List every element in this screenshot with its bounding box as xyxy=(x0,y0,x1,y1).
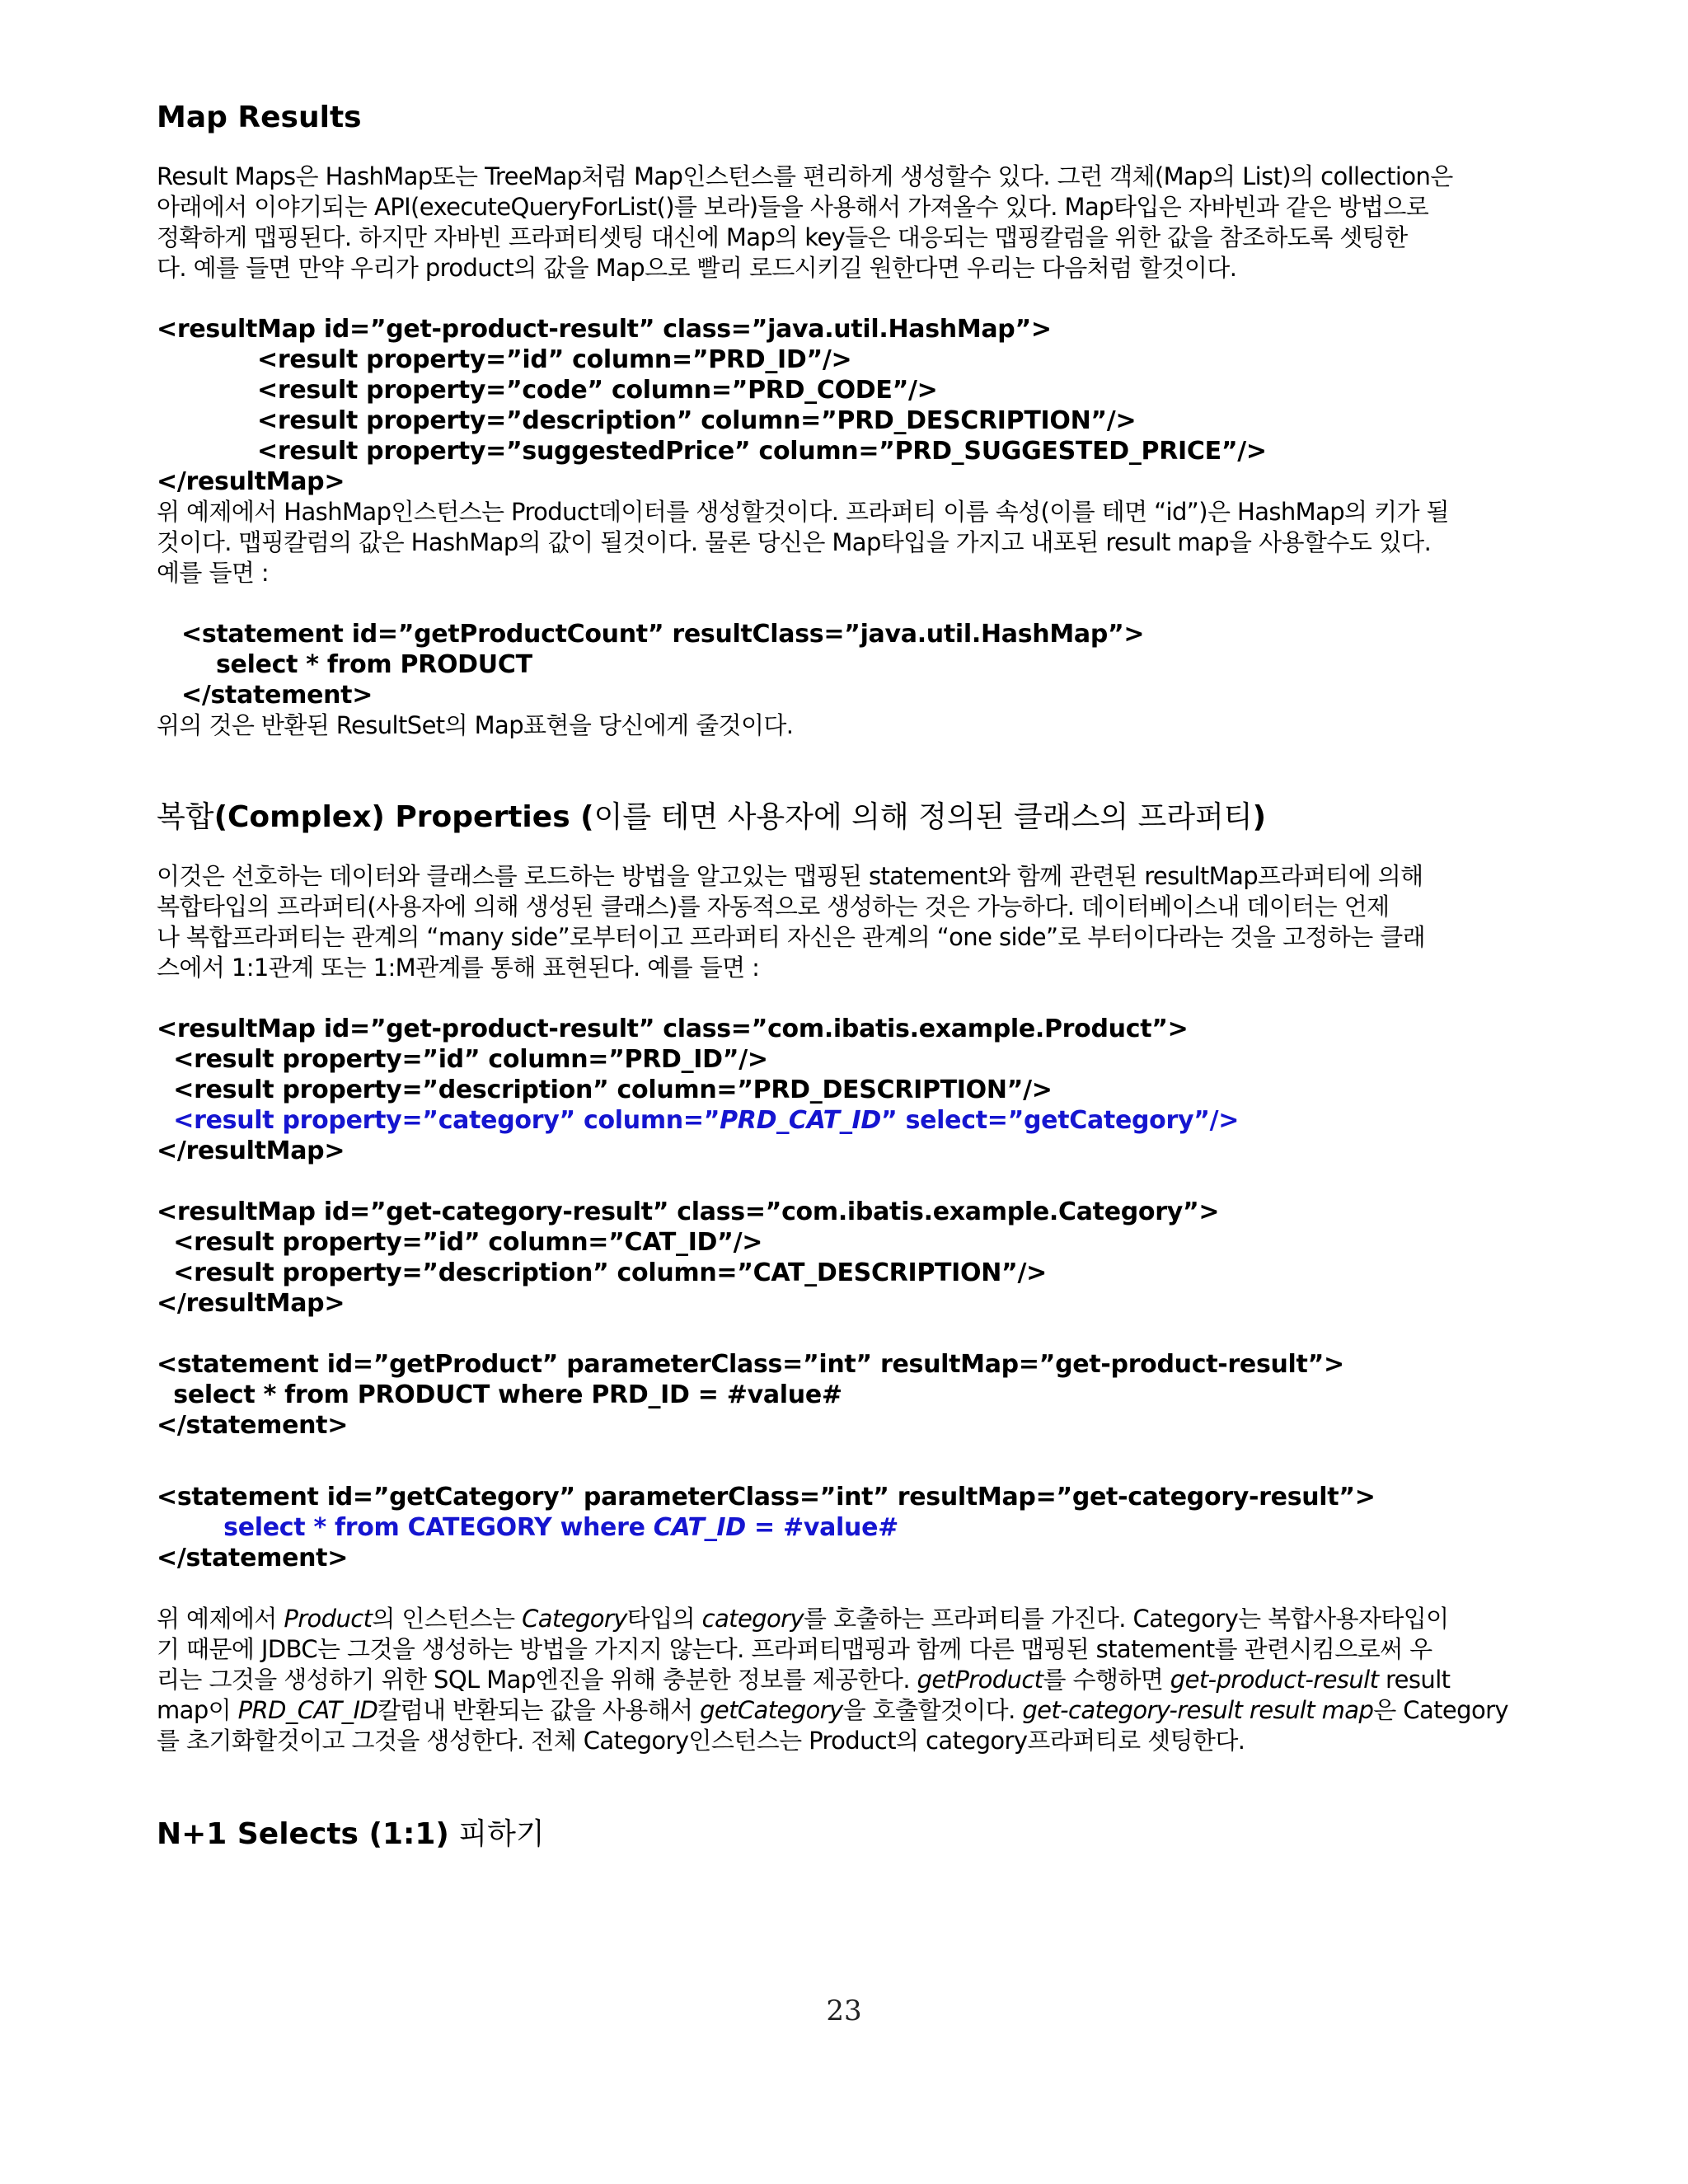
complex-properties-intro: 이것은 선호하는 데이터와 클래스를 로드하는 방법을 알고있는 맵핑된 statement와 함께 관련된 resultMap프라퍼티에 의해 복합타입의 프라퍼티(사용자에 의해 생성된 클래스)를 자동적으로 생성하는 것은 가능하다. 데이터베이스내 데이터는 언제 나 복합프라퍼티는 관계의 “many side”로부터이고 프라퍼티 자신은 관계의 “one side”로 부터이다라는 것을 고정하는 클래 스에서 1:1관계 또는 1:M관계를 통해 표현된다. 예를 들면 : xyxy=(157,862,1426,982)
map-results-outro: 위의 것은 반환된 ResultSet의 Map표현을 당신에게 줄것이다. xyxy=(157,711,794,739)
section-heading-map-results: Map Results xyxy=(157,101,362,134)
page-number: 23 xyxy=(826,1994,862,2027)
code-block-category-resultmap: <resultMap id=”get-category-result” class=”com.ibatis.example.Category”> <result property=”id” column=”CAT_ID”/> <result property=”description” column=”CAT_DESCRIPTION”/> </resultMap> xyxy=(157,1197,1220,1318)
section-heading-n-plus-1-selects: N+1 Selects (1:1) 피하기 xyxy=(157,1817,545,1851)
section-heading-complex-properties: 복합(Complex) Properties (이를 테면 사용자에 의해 정의된 클래스의 프라퍼티) xyxy=(157,800,1267,834)
code-block-product-resultmap: <resultMap id=”get-product-result” class=”com.ibatis.example.Product”> <result property=”id” column=”PRD_ID”/> <result property=”description” column=”PRD_DESCRIPTION”/> <result property=”category” column=”PRD_CAT_ID” select=”getCategory”/> </resultMap> xyxy=(157,1014,1525,1166)
map-results-intro: Result Maps은 HashMap또는 TreeMap처럼 Map인스턴스를 편리하게 생성할수 있다. 그런 객체(Map의 List)의 collection은 아래에서 이야기되는 API(executeQueryForList()를 보라)들을 사용해서 가져올수 있다. Map타입은 자바빈과 같은 방법으로 정확하게 맵핑된다. 하지만 자바빈 프라퍼티셋팅 대신에 Map의 key들은 대응되는 맵핑칼럼을 위한 값을 참조하도록 셋팅한 다. 예를 들면 만약 우리가 product의 값을 Map으로 빨리 로드시키길 원한다면 우리는 다음처럼 할것이다. xyxy=(157,162,1453,282)
highlighted-category-select-line: select * from CATEGORY where CAT_ID = #value# xyxy=(157,1513,898,1542)
code-block-get-product-statement: <statement id=”getProduct” parameterClass=”int” resultMap=”get-product-result”> select * from PRODUCT where PRD_ID = #value# </statement> xyxy=(157,1350,1344,1440)
page-content xyxy=(157,97,1525,1855)
code-block-statement-count: <statement id=”getProductCount” resultClass=”java.util.HashMap”> select * from PRODUCT </statement> xyxy=(181,620,1145,710)
code-block-get-category-statement: <statement id=”getCategory” parameterClass=”int” resultMap=”get-category-result”> select * from CATEGORY where CAT_ID = #value# </statement> xyxy=(157,1482,1525,1573)
complex-properties-outro: 위 예제에서 Product의 인스턴스는 Category타입의 category를 호출하는 프라퍼티를 가진다. Category는 복합사용자타입이 기 때문에 JDBC는 그것을 생성하는 방법을 가지지 않는다. 프라퍼티맵핑과 함께 다른 맵핑된 statement를 관련시킴으로써 우 리는 그것을 생성하기 위한 SQL Map엔진을 위해 충분한 정보를 제공한다. getProduct를 수행하면 get-product-result result map이 PRD_CAT_ID칼럼내 반환되는 값을 사용해서 getCategory을 호출할것이다. get-category-result result map은 Category 를 초기화할것이고 그것을 생성한다. 전체 Category인스턴스는 Product의 category프라퍼티로 셋팅한다. xyxy=(157,1605,1508,1755)
map-results-middle: 위 예제에서 HashMap인스턴스는 Product데이터를 생성할것이다. 프라퍼티 이름 속성(이를 테면 “id”)은 HashMap의 키가 될 것이다. 맵핑칼럼의 값은 HashMap의 값이 될것이다. 물론 당신은 Map타입을 가지고 내포된 result map을 사용할수도 있다. 예를 들면 : xyxy=(157,498,1449,587)
highlighted-category-result-line: <result property=”category” column=”PRD_CAT_ID” select=”getCategory”/> xyxy=(157,1106,1240,1135)
code-block-hashmap-resultmap: <resultMap id=”get-product-result” class=”java.util.HashMap”> <result property=”id” column=”PRD_ID”/> <result property=”code” column=”PRD_CODE”/> <result property=”description” column=”PRD_DESCRIPTION”/> <result property=”suggestedPrice” column=”PRD_SUGGESTED_PRICE”/> </resultMap> xyxy=(157,315,1267,496)
